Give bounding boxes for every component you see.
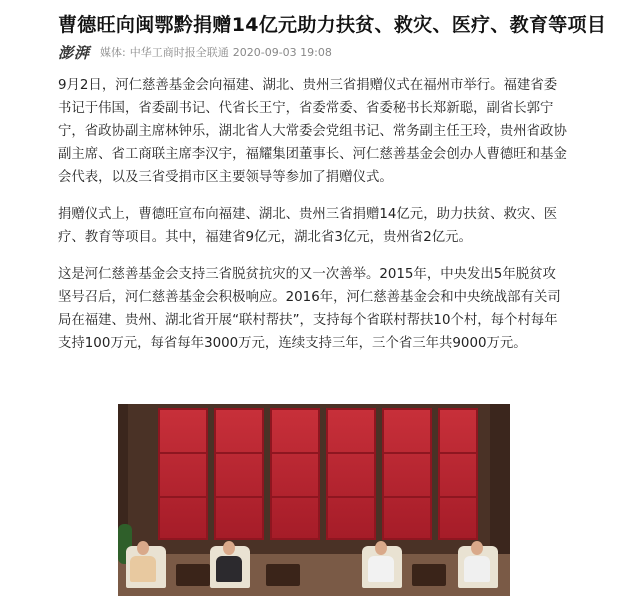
red-wall-panel (214, 408, 264, 540)
side-table (266, 564, 300, 586)
seated-person (130, 541, 156, 582)
seated-person (368, 541, 394, 582)
meta-label: 媒体: (100, 46, 126, 59)
side-table (412, 564, 446, 586)
seated-person (464, 541, 490, 582)
paragraph-2: 捐赠仪式上，曹德旺宣布向福建、湖北、贵州三省捐赠14亿元，助力扶贫、救灾、医疗、教育等项目。其中，福建省9亿元，湖北省3亿元，贵州省2亿元。 (58, 207, 558, 245)
seated-person (216, 541, 242, 582)
side-table (176, 564, 210, 586)
article-body (58, 74, 568, 369)
ceremony-photo (118, 404, 510, 596)
article-meta (58, 42, 332, 62)
thepaper-logo[interactable]: 澎湃 (58, 43, 91, 62)
article-title: 曹德旺向闽鄂黔捐赠14亿元助力扶贫、救灾、医疗、教育等项目 (58, 14, 607, 36)
red-wall-panel (326, 408, 376, 540)
red-wall-panel (438, 408, 478, 540)
red-wall-panel (382, 408, 432, 540)
red-wall-panel (158, 408, 208, 540)
paragraph-3: 这是河仁慈善基金会支持三省脱贫抗灾的又一次善举。2015年，中央发出5年脱贫攻坚号召后，河仁慈善基金会积极响应。2016年，河仁慈善基金会和中央统战部有关司局在福建、贵州、湖北省开展“联村帮扶”，支持每个省联村帮扶10个村，每个村每年支持100万元，每省每年3000万元，连续支持三年，三个省三年共9000万元。 (58, 267, 561, 351)
red-wall-panel (270, 408, 320, 540)
publish-timestamp: 2020-09-03 19:08 (232, 45, 332, 59)
source-name[interactable]: 中华工商时报全联通 (129, 46, 229, 59)
paragraph-1: 9月2日，河仁慈善基金会向福建、湖北、贵州三省捐赠仪式在福州市举行。福建省委书记于伟国，省委副书记、代省长王宁，省委常委、省委秘书长郑新聪，副省长郭宁宁，省政协副主席林钟乐，湖北省人大常委会党组书记、常务副主任王玲，贵州省政协副主席、省工商联主席李汉宇，福耀集团董事长、河仁慈善基金会创办人曹德旺和基金会代表，以及三省受捐市区主要领导等参加了捐赠仪式。 (58, 78, 567, 185)
photo-pillar (490, 404, 510, 554)
